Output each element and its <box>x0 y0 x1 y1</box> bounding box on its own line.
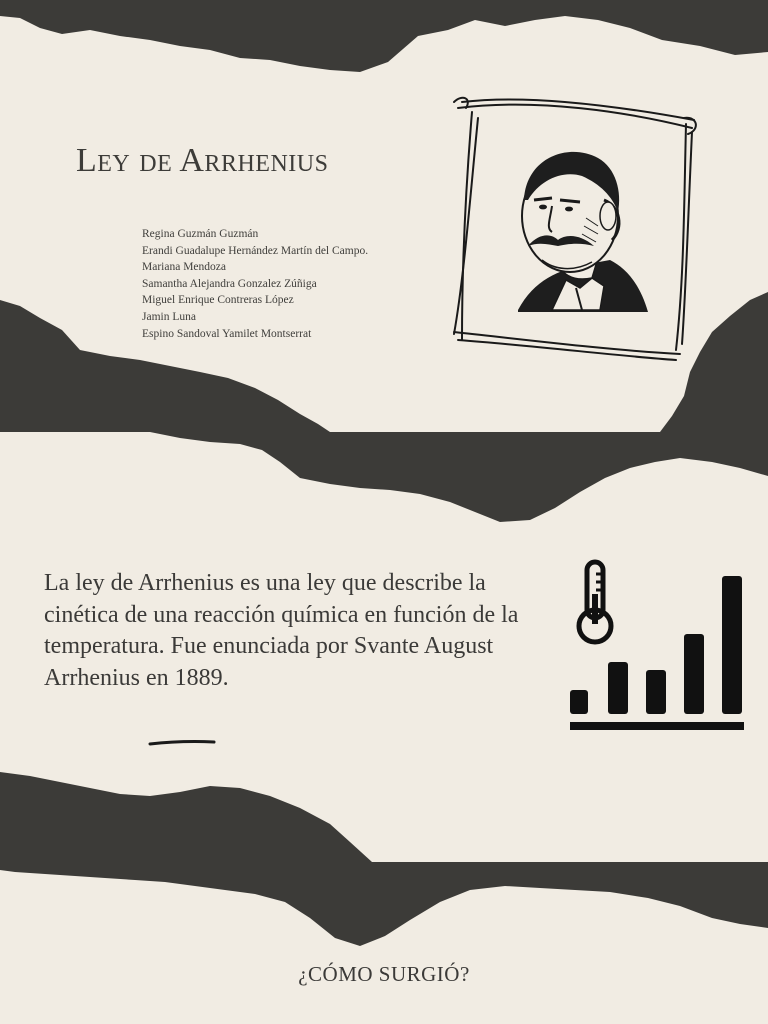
author-list <box>142 226 368 342</box>
slide-origin <box>0 862 768 1024</box>
section-heading: ¿CÓMO SURGIÓ? <box>298 962 470 986</box>
author-name: Mariana Mendoza <box>142 261 226 274</box>
slide-definition <box>0 432 768 862</box>
author-name: Jamin Luna <box>142 310 196 323</box>
temperature-chart-icon <box>566 558 748 738</box>
presentation-title: Ley de Arrhenius <box>76 142 329 179</box>
author-name: Samantha Alejandra Gonzalez Zúñiga <box>142 277 317 290</box>
author-name: Erandi Guadalupe Hernández Martín del Campo. <box>142 244 369 257</box>
portrait-illustration <box>448 88 704 368</box>
torn-paper-background <box>0 862 768 1024</box>
decorative-dash <box>148 738 218 748</box>
slide-title <box>0 0 768 432</box>
author-name: Miguel Enrique Contreras López <box>142 294 294 307</box>
author-name: Regina Guzmán Guzmán <box>142 228 259 240</box>
author-name: Espino Sandoval Yamilet Montserrat <box>142 327 312 340</box>
arrhenius-definition: La ley de Arrhenius es una ley que describe la cinética de una reacción química en función de la temperatura. Fue enunciada por Svante August Arrhenius en 1889. <box>44 570 519 691</box>
thermometer-icon <box>579 562 611 642</box>
